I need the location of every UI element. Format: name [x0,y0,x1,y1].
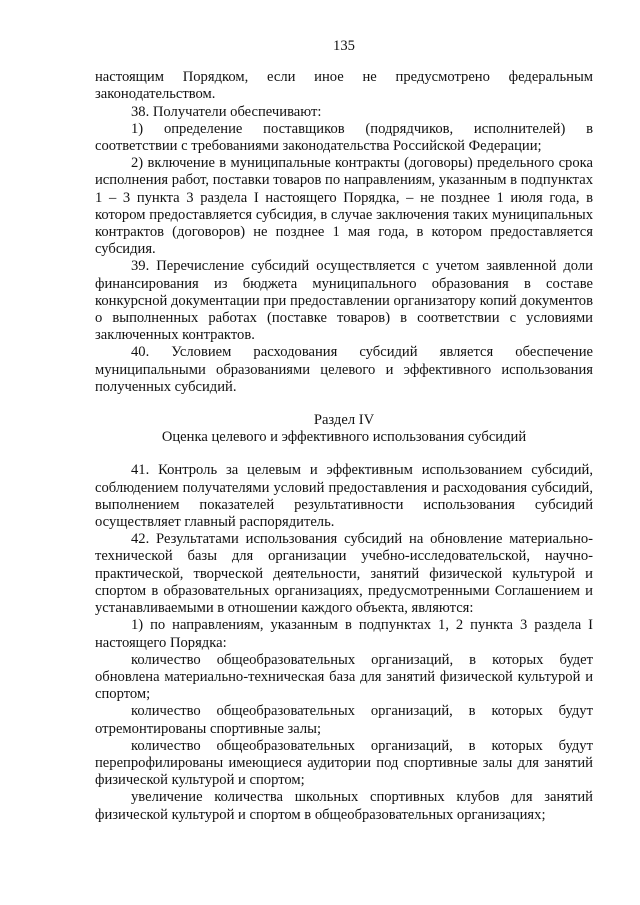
paragraph-40: 40. Условием расходования субсидий является обеспечение муниципальными образованиями целевого и эффективного использования полученных субсидий. [95,344,593,395]
result-indicator: увеличение количества школьных спортивных клубов для занятий физической культурой и спортом в общеобразовательных организациях; [95,789,593,823]
paragraph-38-item-1: 1) определение поставщиков (подрядчиков, исполнителей) в соответствии с требованиями законодательства Российской Федерации; [95,120,593,155]
paragraph-41: 41. Контроль за целевым и эффективным использованием субсидий, соблюдением получателями условий предоставления и расходования субсидий, выполнением показателей результативности использования субсидий осуществляет главный распорядитель. [95,462,593,531]
paragraph-38: 38. Получатели обеспечивают: [131,103,322,120]
continuation-paragraph: настоящим Порядком, если иное не предусмотрено федеральным законодательством. [95,69,593,103]
section-number: Раздел IV [313,412,375,429]
section-title: Оценка целевого и эффективного использования субсидий [161,429,527,446]
spacer [95,446,593,462]
result-indicator: количество общеобразовательных организаций, в которых будет обновлена материально-техническая база для занятий физической культурой и спортом; [95,651,593,703]
page-number: 135 [333,38,355,54]
paragraph-42-item-1: 1) по направлениям, указанным в подпунктах 1, 2 пункта 3 раздела I настоящего Порядка: [95,617,593,651]
result-indicator: количество общеобразовательных организаций, в которых будут перепрофилированы имеющиеся аудитории под спортивные залы для занятий физической культурой и спортом; [95,737,593,789]
document-page [95,38,593,824]
result-indicator: количество общеобразовательных организаций, в которых будут отремонтированы спортивные залы; [95,703,593,737]
paragraph-38-item-2: 2) включение в муниципальные контракты (договоры) предельного срока исполнения работ, поставки товаров по направлениям, указанным в подпунктах 1 – 3 пункта 3 раздела I настоящего Порядка, – не позднее 1 июля года, в котором предоставляется субсидия, в случае заключения таких муниципальных контрактов (договоров) не позднее 1 мая года, в котором предоставляется субсидия. [95,155,593,258]
paragraph-39: 39. Перечисление субсидий осуществляется с учетом заявленной доли финансирования из бюджета муниципального образования в составе конкурсной документации при предоставлении организатору копий документов о выполненных работах (поставке товаров) в соответствии с условиями заключенных контрактов. [95,258,593,344]
spacer [95,396,593,412]
paragraph-42: 42. Результатами использования субсидий на обновление материально-технической базы для организации учебно-исследовательской, научно-практической, творческой деятельности, занятий физической культурой и спортом в образовательных организациях, предусмотренными Соглашением и устанавливаемыми в отношении каждого объекта, являются: [95,531,593,617]
